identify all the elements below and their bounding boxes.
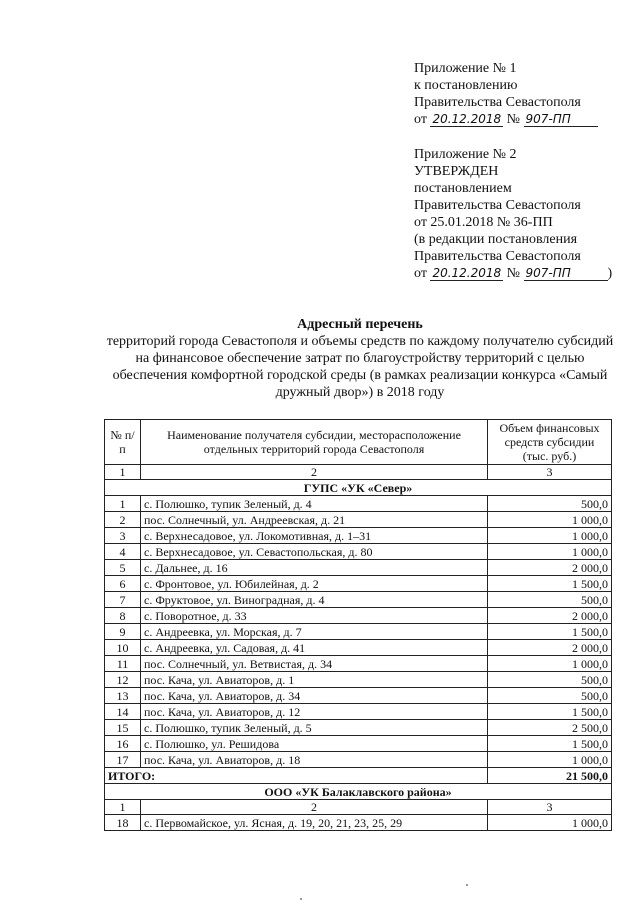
row-number: 6 <box>105 576 141 592</box>
column-number: 2 <box>141 465 488 480</box>
table-row <box>105 704 612 720</box>
row-amount: 1 000,0 <box>488 544 612 560</box>
row-amount: 2 500,0 <box>488 720 612 736</box>
row-number: 3 <box>105 528 141 544</box>
table-row <box>105 512 612 528</box>
row-address: пос. Кача, ул. Авиаторов, д. 12 <box>141 704 488 720</box>
row-amount: 500,0 <box>488 592 612 608</box>
annex-2-line: от 25.01.2018 № 36-ПП <box>414 215 553 230</box>
handwritten-number: 907-ПП <box>524 112 598 127</box>
from-label: от <box>414 112 427 127</box>
row-amount: 2 000,0 <box>488 560 612 576</box>
row-address: пос. Кача, ул. Авиаторов, д. 1 <box>141 672 488 688</box>
row-number: 2 <box>105 512 141 528</box>
header-number: № п/п <box>105 420 141 465</box>
row-address: с. Поворотное, д. 33 <box>141 608 488 624</box>
row-number: 13 <box>105 688 141 704</box>
table-row <box>105 608 612 624</box>
address-table <box>104 419 612 831</box>
row-number: 18 <box>105 815 141 831</box>
row-number: 16 <box>105 736 141 752</box>
column-number: 1 <box>105 800 141 815</box>
annex-2-line: Правительства Севастополя <box>414 198 581 213</box>
annex-2-title: Приложение № 2 <box>414 147 517 162</box>
group-header-row <box>105 480 612 496</box>
row-address: с. Полюшко, ул. Решидова <box>141 736 488 752</box>
annex-2-line: постановлением <box>414 181 512 196</box>
row-number: 17 <box>105 752 141 768</box>
row-amount: 500,0 <box>488 688 612 704</box>
table-row <box>105 544 612 560</box>
row-number: 4 <box>105 544 141 560</box>
table-row <box>105 576 612 592</box>
total-label: ИТОГО: <box>105 768 488 784</box>
table-row <box>105 815 612 831</box>
total-value: 21 500,0 <box>488 768 612 784</box>
annex-2-line: УТВЕРЖДЕН <box>414 164 499 179</box>
row-amount: 1 500,0 <box>488 624 612 640</box>
row-number: 15 <box>105 720 141 736</box>
document-subtitle: территорий города Севастополя и объемы средств по каждому получателю субсидий на финансовое обеспечение затрат по благоустройству территорий с целью обеспечения комфортной городской среды (в рамках реализации конкурса «Самый дружный двор») в 2018 году <box>106 334 614 400</box>
table-row <box>105 624 612 640</box>
row-amount: 1 500,0 <box>488 576 612 592</box>
table-row <box>105 640 612 656</box>
column-number: 1 <box>105 465 141 480</box>
row-address: с. Андреевка, ул. Садовая, д. 41 <box>141 640 488 656</box>
row-number: 1 <box>105 496 141 512</box>
row-number: 9 <box>105 624 141 640</box>
row-amount: 1 000,0 <box>488 815 612 831</box>
annex-1-line: к постановлению <box>414 78 518 93</box>
annex-1-title: Приложение № 1 <box>414 61 517 76</box>
annex-2-date-line <box>414 265 612 282</box>
table-row <box>105 752 612 768</box>
table-row <box>105 688 612 704</box>
row-address: с. Фруктовое, ул. Виноградная, д. 4 <box>141 592 488 608</box>
row-number: 12 <box>105 672 141 688</box>
group-name: ООО «УК Балаклавского района» <box>105 784 612 800</box>
closing-paren: ) <box>607 266 613 281</box>
handwritten-number: 907-ПП <box>524 266 608 281</box>
row-address: пос. Солнечный, ул. Андреевская, д. 21 <box>141 512 488 528</box>
row-number: 14 <box>105 704 141 720</box>
row-amount: 1 000,0 <box>488 512 612 528</box>
annex-2-block <box>414 146 612 282</box>
row-amount: 2 000,0 <box>488 640 612 656</box>
header-amount: Объем финансовых средств субсидии (тыс. руб.) <box>488 420 612 465</box>
row-address: с. Дальнее, д. 16 <box>141 560 488 576</box>
row-amount: 1 500,0 <box>488 736 612 752</box>
row-number: 5 <box>105 560 141 576</box>
table-row <box>105 528 612 544</box>
number-sign: № <box>506 266 521 281</box>
row-address: с. Верхнесадовое, ул. Севастопольская, д. 80 <box>141 544 488 560</box>
row-amount: 500,0 <box>488 496 612 512</box>
handwritten-date: 20.12.2018 <box>432 112 502 126</box>
table-header-row <box>105 420 612 465</box>
row-amount: 2 000,0 <box>488 608 612 624</box>
table-row <box>105 672 612 688</box>
annex-2-line: Правительства Севастополя <box>414 249 581 264</box>
annex-1-line: Правительства Севастополя <box>414 95 581 110</box>
row-amount: 1 000,0 <box>488 752 612 768</box>
table-row <box>105 496 612 512</box>
scan-speck <box>466 884 468 886</box>
column-number: 3 <box>488 800 612 815</box>
row-address: с. Полюшко, тупик Зеленый, д. 5 <box>141 720 488 736</box>
row-number: 11 <box>105 656 141 672</box>
table-row <box>105 736 612 752</box>
row-number: 8 <box>105 608 141 624</box>
group-header-row <box>105 784 612 800</box>
column-number-row <box>105 800 612 815</box>
column-number-row <box>105 465 612 480</box>
document-title: Адресный перечень <box>297 317 423 332</box>
group-name: ГУПС «УК «Север» <box>105 480 612 496</box>
row-address: пос. Кача, ул. Авиаторов, д. 34 <box>141 688 488 704</box>
from-label: от <box>414 266 427 281</box>
row-address: пос. Кача, ул. Авиаторов, д. 18 <box>141 752 488 768</box>
row-amount: 500,0 <box>488 672 612 688</box>
row-address: с. Первомайское, ул. Ясная, д. 19, 20, 21, 23, 25, 29 <box>141 815 488 831</box>
column-number: 2 <box>141 800 488 815</box>
annex-1-date-line <box>414 111 598 128</box>
table-row <box>105 560 612 576</box>
table-row <box>105 720 612 736</box>
annex-2-line: (в редакции постановления <box>414 232 578 247</box>
row-number: 7 <box>105 592 141 608</box>
row-address: с. Фронтовое, ул. Юбилейная, д. 2 <box>141 576 488 592</box>
row-amount: 1 000,0 <box>488 656 612 672</box>
annex-1-block <box>414 60 598 128</box>
document-heading <box>100 316 620 401</box>
table-row <box>105 592 612 608</box>
header-recipient: Наименование получателя субсидии, месторасположение отдельных территорий города Севастополя <box>141 420 488 465</box>
column-number: 3 <box>488 465 612 480</box>
row-amount: 1 000,0 <box>488 528 612 544</box>
row-address: с. Андреевка, ул. Морская, д. 7 <box>141 624 488 640</box>
total-row <box>105 768 612 784</box>
row-address: пос. Солнечный, ул. Ветвистая, д. 34 <box>141 656 488 672</box>
table-row <box>105 656 612 672</box>
row-address: с. Верхнесадовое, ул. Локомотивная, д. 1–31 <box>141 528 488 544</box>
scan-speck <box>300 898 302 900</box>
row-address: с. Полюшко, тупик Зеленый, д. 4 <box>141 496 488 512</box>
row-amount: 1 500,0 <box>488 704 612 720</box>
number-sign: № <box>506 112 521 127</box>
handwritten-date: 20.12.2018 <box>432 266 502 280</box>
row-number: 10 <box>105 640 141 656</box>
